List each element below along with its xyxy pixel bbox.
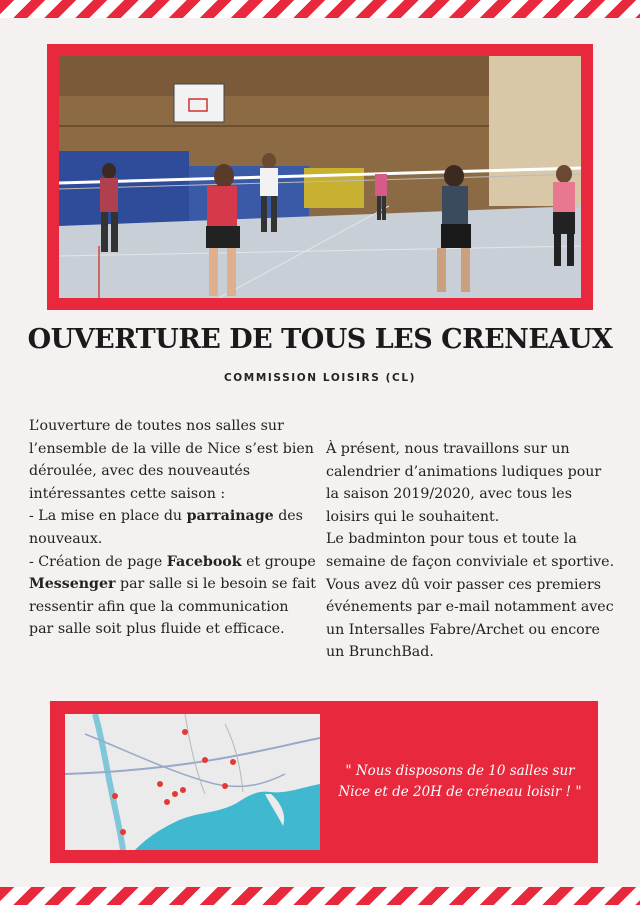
right-column	[326, 438, 618, 664]
intro-paragraph: L’ouverture de toutes nos salles sur l’ensemble de la ville de Nice s’est bien déroulée, avec des nouveautés intéressantes cette saison :	[29, 418, 314, 502]
item2-bold-messenger: Messenger	[29, 576, 116, 593]
item2-suffix: par salle si le besoin se fait ressentir afin que la communication par salle soit plus fluide et efficace.	[29, 576, 316, 638]
top-stripe-border	[0, 0, 640, 18]
item1-prefix: - La mise en place du	[29, 508, 187, 525]
info-banner	[50, 701, 598, 863]
item2-mid: et groupe	[241, 553, 316, 570]
list-item-parrainage	[29, 505, 317, 550]
item1-bold: parrainage	[186, 508, 274, 525]
right-paragraph-1: À présent, nous travaillons sur un calendrier d’animations ludiques pour la saison 2019/2020, avec tous les loisirs qui le souhaitent.	[326, 441, 602, 525]
banner-quote: " Nous disposons de 10 salles sur Nice et de 20H de créneau loisir ! "	[338, 763, 582, 800]
page-title: OUVERTURE DE TOUS LES CRENEAUX	[27, 324, 613, 355]
bottom-stripe-border	[0, 887, 640, 905]
item2-bold-facebook: Facebook	[166, 553, 242, 570]
right-paragraph-3: Vous avez dû voir passer ces premiers événements par e-mail notamment avec un Intersalles Fabre/Archet ou encore un BrunchBad.	[326, 576, 614, 661]
left-column	[29, 415, 317, 641]
right-paragraph-2: Le badminton pour tous et toute la semaine de façon conviviale et sportive.	[326, 531, 615, 570]
venue-map	[65, 714, 320, 850]
hero-photo-frame	[47, 44, 593, 310]
page-subtitle: COMMISSION LOISIRS (CL)	[223, 372, 417, 384]
item2-prefix: - Création de page	[29, 553, 167, 570]
list-item-facebook	[29, 551, 317, 641]
hero-photo	[59, 56, 581, 298]
item1-suffix: des nouveaux.	[29, 508, 303, 547]
